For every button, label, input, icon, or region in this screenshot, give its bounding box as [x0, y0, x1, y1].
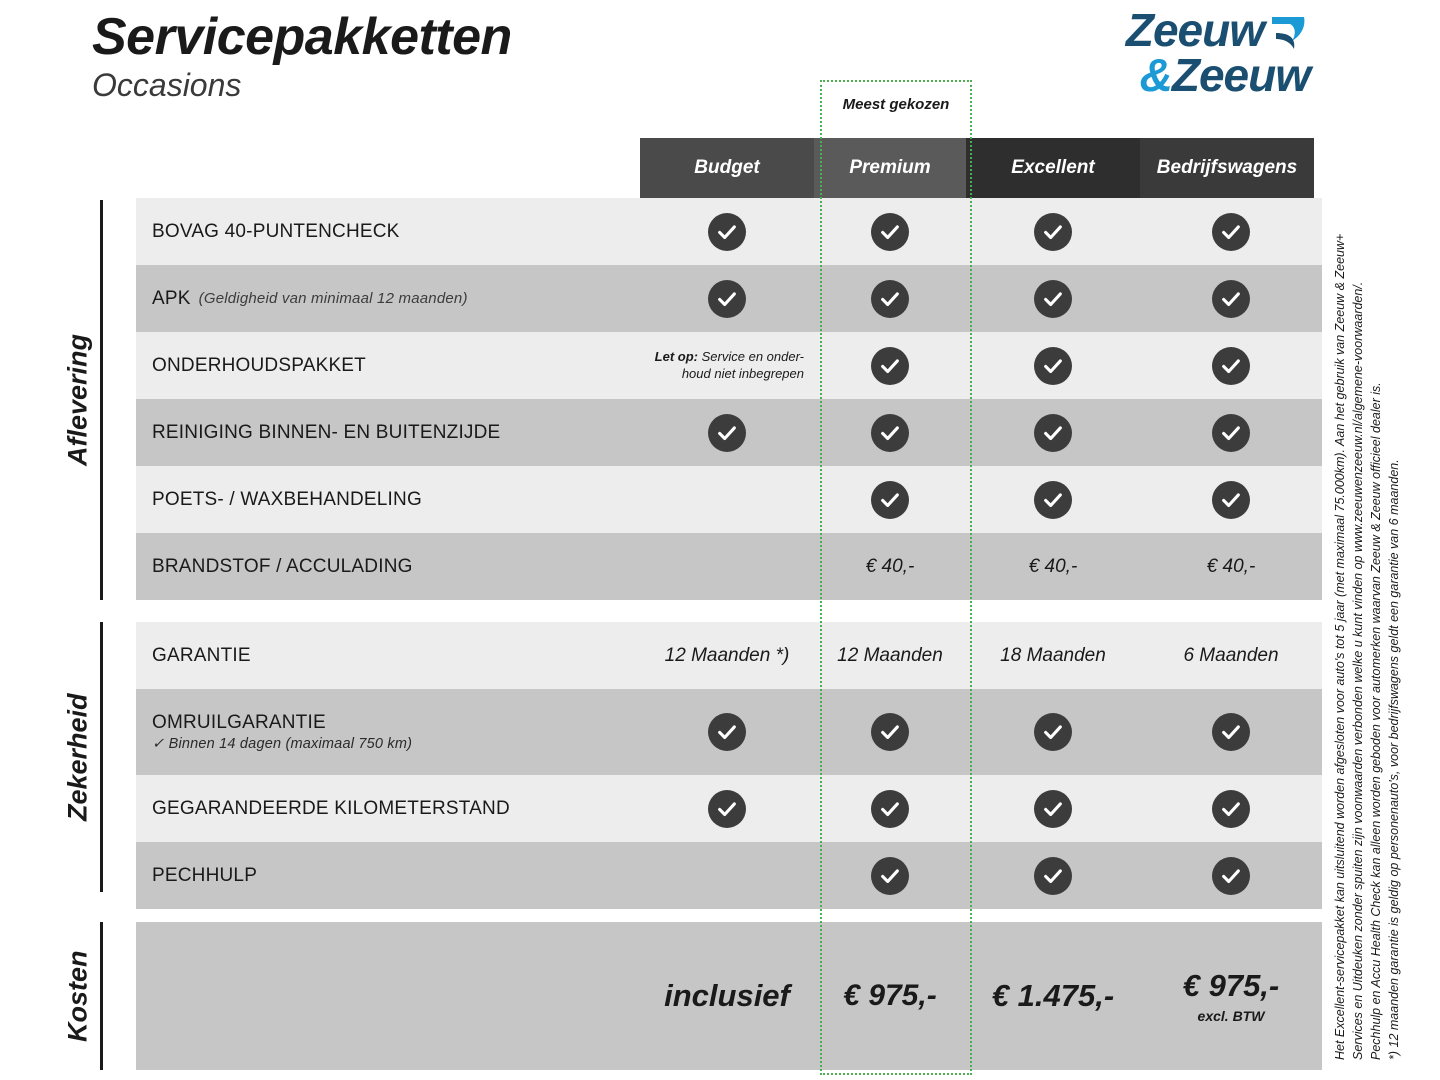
cell-excellent: € 40,- [1028, 555, 1078, 577]
row-label-text: ONDERHOUDSPAKKET [152, 354, 366, 376]
cell-excellent [966, 399, 1140, 466]
cell-premium [814, 842, 966, 909]
cell-excellent [966, 842, 1140, 909]
check-icon [1034, 414, 1072, 452]
check-icon [871, 414, 909, 452]
check-icon [871, 857, 909, 895]
check-icon [871, 481, 909, 519]
cell-excellent [966, 332, 1140, 399]
check-icon [1034, 790, 1072, 828]
table-row [136, 399, 1322, 466]
check-icon [1212, 790, 1250, 828]
cell-premium [814, 198, 966, 265]
most-chosen-label: Meest gekozen [842, 96, 950, 113]
row-label-text: GEGARANDEERDE KILOMETERSTAND [152, 797, 510, 819]
check-icon [1212, 213, 1250, 251]
cell-excellent [966, 198, 1140, 265]
row-label [136, 775, 640, 842]
row-label [136, 689, 640, 775]
cell-budget [640, 689, 814, 775]
cell-bedrijfswagens [1140, 842, 1322, 909]
check-icon [1034, 857, 1072, 895]
column-header-excellent[interactable]: Excellent [966, 138, 1140, 198]
row-label [136, 466, 640, 533]
price-bedrijfswagens-value: € 975,- [1182, 968, 1280, 1003]
row-label-text: GARANTIE [152, 644, 251, 666]
pricing-row [136, 922, 1322, 1070]
cell-premium [814, 775, 966, 842]
row-label-text: PECHHULP [152, 864, 258, 886]
check-icon [708, 790, 746, 828]
cell-premium [814, 265, 966, 332]
check-icon [1034, 347, 1072, 385]
cell-budget [640, 399, 814, 466]
check-icon [1212, 481, 1250, 519]
check-icon [871, 347, 909, 385]
cell-bedrijfswagens [1140, 466, 1322, 533]
cell-premium: 12 Maanden [837, 644, 943, 666]
cell-excellent: 18 Maanden [1000, 644, 1106, 666]
check-icon [1212, 280, 1250, 318]
price-budget: inclusief [664, 978, 790, 1013]
cell-budget [640, 332, 814, 399]
cell-excellent [966, 775, 1140, 842]
cell-premium: € 40,- [865, 555, 915, 577]
check-icon [1212, 857, 1250, 895]
table-row [136, 533, 1322, 600]
row-label [136, 399, 640, 466]
letop-note [640, 349, 814, 382]
row-label-text: APK [152, 287, 191, 309]
section-rule-kosten [100, 922, 103, 1070]
check-icon [1034, 713, 1072, 751]
cell-budget [640, 842, 814, 909]
check-icon [1034, 280, 1072, 318]
cell-budget [640, 198, 814, 265]
row-label [136, 533, 640, 600]
table-section-aflevering [136, 198, 1322, 600]
table-row [136, 198, 1322, 265]
table-row [136, 689, 1322, 775]
table-section-zekerheid [136, 622, 1322, 909]
table-row [136, 775, 1322, 842]
cell-premium [814, 399, 966, 466]
page-subtitle: Occasions [92, 66, 242, 103]
check-icon [1212, 414, 1250, 452]
check-icon [871, 213, 909, 251]
section-rule-zekerheid [100, 622, 103, 892]
cell-excellent [966, 689, 1140, 775]
section-rule-aflevering [100, 200, 103, 600]
price-excellent: € 1.475,- [991, 978, 1115, 1013]
check-icon [708, 280, 746, 318]
cell-budget [640, 775, 814, 842]
cell-bedrijfswagens [1140, 265, 1322, 332]
logo-text-zeeuw: Zeeuw [1125, 4, 1264, 56]
price-premium: € 975,- [843, 979, 937, 1012]
price-bedrijfswagens [1140, 968, 1322, 1024]
table-row [136, 265, 1322, 332]
cell-excellent [966, 265, 1140, 332]
cell-bedrijfswagens [1140, 689, 1322, 775]
section-label-kosten: Kosten [62, 950, 93, 1042]
title-block [92, 10, 512, 104]
letop-text: Service en onder- houd niet inbegrepen [681, 349, 804, 381]
cell-bedrijfswagens [1140, 399, 1322, 466]
row-label-note: (Geldigheid van minimaal 12 maanden) [198, 290, 468, 307]
table-row [136, 622, 1322, 689]
cell-excellent [966, 466, 1140, 533]
price-bedrijfswagens-note: excl. BTW [1197, 1008, 1265, 1024]
check-icon [1212, 347, 1250, 385]
logo-ampersand: & [1139, 49, 1172, 102]
row-label [136, 265, 640, 332]
disclaimer-line-1: Het Excellent-servicepakket kan uitsluitend worden afgesloten voor auto's tot 5 jaar (met maximaal 75.000km). Aan het gebruik van Zeeuw & Zeeuw+ [1333, 233, 1347, 1060]
check-icon [708, 713, 746, 751]
check-icon [708, 213, 746, 251]
column-headers [640, 138, 1314, 198]
check-icon [708, 414, 746, 452]
column-header-premium[interactable]: Premium [814, 138, 966, 198]
cell-budget: 12 Maanden *) [664, 644, 790, 666]
cell-budget [640, 533, 814, 600]
disclaimer-line-4: *) 12 maanden garantie is geldig op personenauto's, voor bedrijfswagens geldt een garantie van 6 maanden. [1387, 459, 1401, 1060]
row-label-text: REINIGING BINNEN- EN BUITENZIJDE [152, 421, 501, 443]
cell-premium [814, 466, 966, 533]
column-header-bedrijfswagens[interactable]: Bedrijfswagens [1140, 138, 1314, 198]
page-title: Servicepakketten [92, 8, 512, 66]
row-label [136, 622, 640, 689]
check-icon [1212, 713, 1250, 751]
check-icon [871, 713, 909, 751]
disclaimer-line-3: Pechhulp en Accu Health Check kan alleen worden geboden voor automerken waarvan Zeeuw & Zeeuw officieel dealer is. [1369, 382, 1383, 1060]
cell-bedrijfswagens: 6 Maanden [1183, 644, 1279, 666]
disclaimer-line-2: Services en Uitdeuken zonder spuiten zijn voonwaarden verbonden welke u kunt vinden op www.zeeuwenzeeuw.nl/algemene-voorwaarden/. [1351, 281, 1365, 1060]
cell-bedrijfswagens [1140, 332, 1322, 399]
check-icon [871, 790, 909, 828]
cell-premium [814, 689, 966, 775]
cell-budget [640, 265, 814, 332]
section-label-aflevering: Aflevering [62, 333, 93, 467]
row-label-text: POETS- / WAXBEHANDELING [152, 488, 422, 510]
check-icon [871, 280, 909, 318]
cell-budget [640, 466, 814, 533]
letop-bold: Let op: [654, 349, 698, 365]
row-label-text: BRANDSTOF / ACCULADING [152, 555, 413, 577]
cell-bedrijfswagens: € 40,- [1206, 555, 1256, 577]
table-row [136, 332, 1322, 399]
row-label [136, 198, 640, 265]
logo-text-zeeuw-2: Zeeuw [1171, 49, 1310, 102]
row-sublabel: ✓ Binnen 14 dagen (maximaal 750 km) [152, 736, 413, 752]
column-header-budget[interactable]: Budget [640, 138, 814, 198]
swoosh-icon [1266, 11, 1310, 55]
check-icon [1034, 481, 1072, 519]
cell-bedrijfswagens [1140, 198, 1322, 265]
section-label-zekerheid: Zekerheid [62, 693, 93, 821]
row-label-text: BOVAG 40-PUNTENCHECK [152, 220, 400, 242]
cell-premium [814, 332, 966, 399]
zeeuw-logo [1125, 4, 1310, 102]
table-row [136, 842, 1322, 909]
row-label [136, 842, 640, 909]
row-label-text: OMRUILGARANTIE [152, 712, 326, 733]
cell-bedrijfswagens [1140, 775, 1322, 842]
table-row [136, 466, 1322, 533]
row-label [136, 332, 640, 399]
check-icon [1034, 213, 1072, 251]
